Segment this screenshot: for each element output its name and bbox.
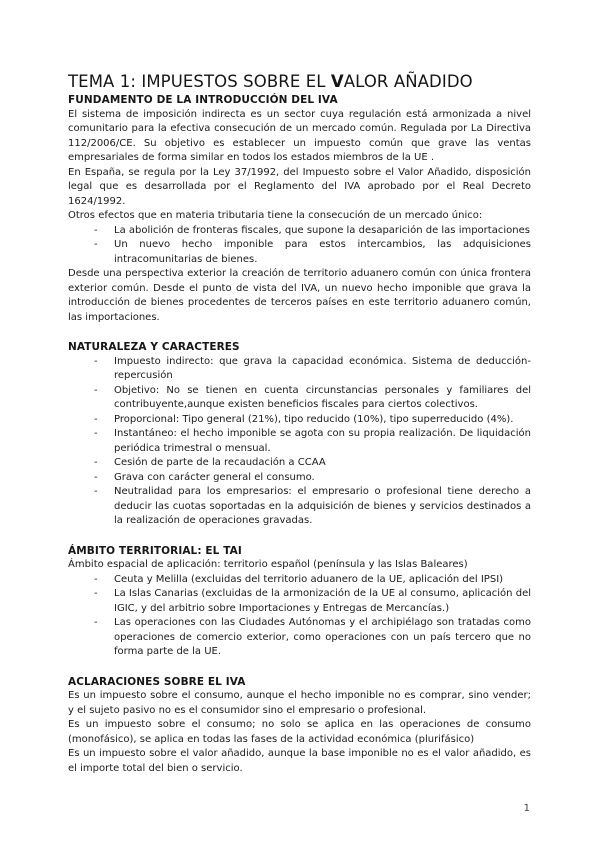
list-item (68, 224, 531, 239)
document-title (68, 71, 531, 93)
section-fundamento (68, 93, 531, 325)
list-item (68, 413, 531, 428)
list-dash: - (94, 617, 98, 628)
title-text-post: ALOR AÑADIDO (343, 72, 473, 91)
title-text-pre: TEMA 1: IMPUESTOS SOBRE EL (68, 72, 331, 91)
list-item (68, 384, 531, 413)
list-dash: - (94, 355, 98, 367)
list-item-text: La Islas Canarias (excluidas de la armonización de la UE al consumo, aplicación del IGIC, y del arbitrio sobre Importaciones y Entregas de Mercancías.) (114, 588, 531, 614)
list-item-text: Neutralidad para los empresarios: el empresario o profesional tiene derecho a deducir las cuotas soportadas en la adquisición de bienes y servicios destinados a la realización de operaciones gravadas. (114, 486, 531, 526)
list-item-text: Proporcional: Tipo general (21%), tipo reducido (10%), tipo superreducido (4%). (114, 413, 514, 425)
list-item-text: La abolición de fronteras fiscales, que supone la desaparición de las importaciones (114, 224, 530, 236)
section-aclaraciones (68, 675, 531, 777)
paragraph: Otros efectos que en materia tributaria tiene la consecución de un mercado único: (68, 210, 483, 221)
list-item-text: Un nuevo hecho imponible para estos intercambios, las adquisiciones intracomunitarias de bienes. (114, 239, 531, 265)
section-heading-aclaraciones: ACLARACIONES SOBRE EL IVA (68, 675, 246, 688)
list-item-text: Grava con carácter general el consumo. (114, 471, 315, 483)
list-dash: - (94, 573, 98, 585)
section-heading-fundamento: FUNDAMENTO DE LA INTRODUCCIÓN DEL IVA (68, 94, 338, 106)
paragraph: Es un impuesto sobre el consumo; no solo se aplica en las operaciones de consumo (monofásico), se aplica en todas las fases de la actividad económica (plurifásico) (68, 719, 531, 745)
list-item (68, 485, 531, 529)
title-bold-letter: V (330, 72, 344, 91)
paragraph: Es un impuesto sobre el consumo, aunque el hecho imponible no es comprar, sino vender; y el sujeto pasivo no es el consumidor sino el empresario o profesional. (68, 690, 531, 716)
paragraph: En España, se regula por la Ley 37/1992, del Impuesto sobre el Valor Añadido, disposición legal que es desarrollada por el Reglamento del IVA aprobado por el Real Decreto 1624/1992. (68, 166, 531, 207)
list-item (68, 616, 531, 660)
paragraph: El sistema de imposición indirecta es un sector cuya regulación está armonizada a nivel comunitario para la efectiva consecución de un mercado común. Regulada por La Directiva 112/2006/CE. Su objetivo es establecer un impuesto común que grave las ventas empresariales de forma similar en todos los estados miembros de la UE . (68, 108, 531, 163)
list-item-text: Ceuta y Melilla (excluidas del territorio aduanero de la UE, aplicación del IPSI) (114, 573, 504, 585)
section-ambito (68, 544, 531, 660)
list-dash: - (94, 224, 98, 236)
list-dash: - (94, 486, 98, 497)
list-item-text: Impuesto indirecto: que grava la capacidad económica. Sistema de deducción-repercusión (114, 355, 531, 381)
paragraph: Desde una perspectiva exterior la creación de territorio aduanero común con única frontera exterior común. Desde el punto de vista del IVA, un nuevo hecho imponible que grava la introducción de bienes procedentes de terceros países en este territorio aduanero común, las importaciones. (68, 268, 531, 323)
list-item (68, 456, 531, 471)
list-dash: - (94, 239, 98, 250)
list-item (68, 587, 531, 616)
list-item (68, 471, 531, 486)
paragraph: Ámbito espacial de aplicación: territorio español (península y las Islas Baleares) (68, 559, 468, 570)
list-dash: - (94, 457, 98, 468)
list-dash: - (94, 471, 98, 483)
list-item-text: Objetivo: No se tienen en cuenta circunstancias personales y familiares del contribuyente,aunque existen beneficios fiscales para ciertos colectivos. (114, 384, 531, 410)
list-item-text: Instantáneo: el hecho imponible se agota con su propia realización. De liquidación periódica trimestral o mensual. (114, 428, 531, 454)
section-heading-naturaleza: NATURALEZA Y CARACTERES (68, 341, 240, 353)
page-number: 1 (523, 803, 530, 814)
list-dash: - (94, 413, 98, 425)
paragraph: Es un impuesto sobre el valor añadido, aunque la base imponible no es el valor añadido, es el importe total del bien o servicio. (68, 748, 531, 774)
page-footer (524, 803, 530, 814)
list-item (68, 355, 531, 384)
section-naturaleza (68, 340, 531, 529)
list-dash: - (94, 384, 98, 396)
section-heading-ambito: ÁMBITO TERRITORIAL: EL TAI (68, 544, 242, 557)
list-dash: - (94, 428, 98, 439)
list-item (68, 573, 531, 588)
list-item-text: Cesión de parte de la recaudación a CCAA (114, 457, 326, 468)
list-item-text: Las operaciones con las Ciudades Autónomas y el archipiélago son tratadas como operaciones de comercio exterior, como operaciones con un país tercero que no forma parte de la UE. (114, 617, 531, 657)
list-dash: - (94, 588, 98, 599)
list-item (68, 238, 531, 267)
list-item (68, 427, 531, 456)
